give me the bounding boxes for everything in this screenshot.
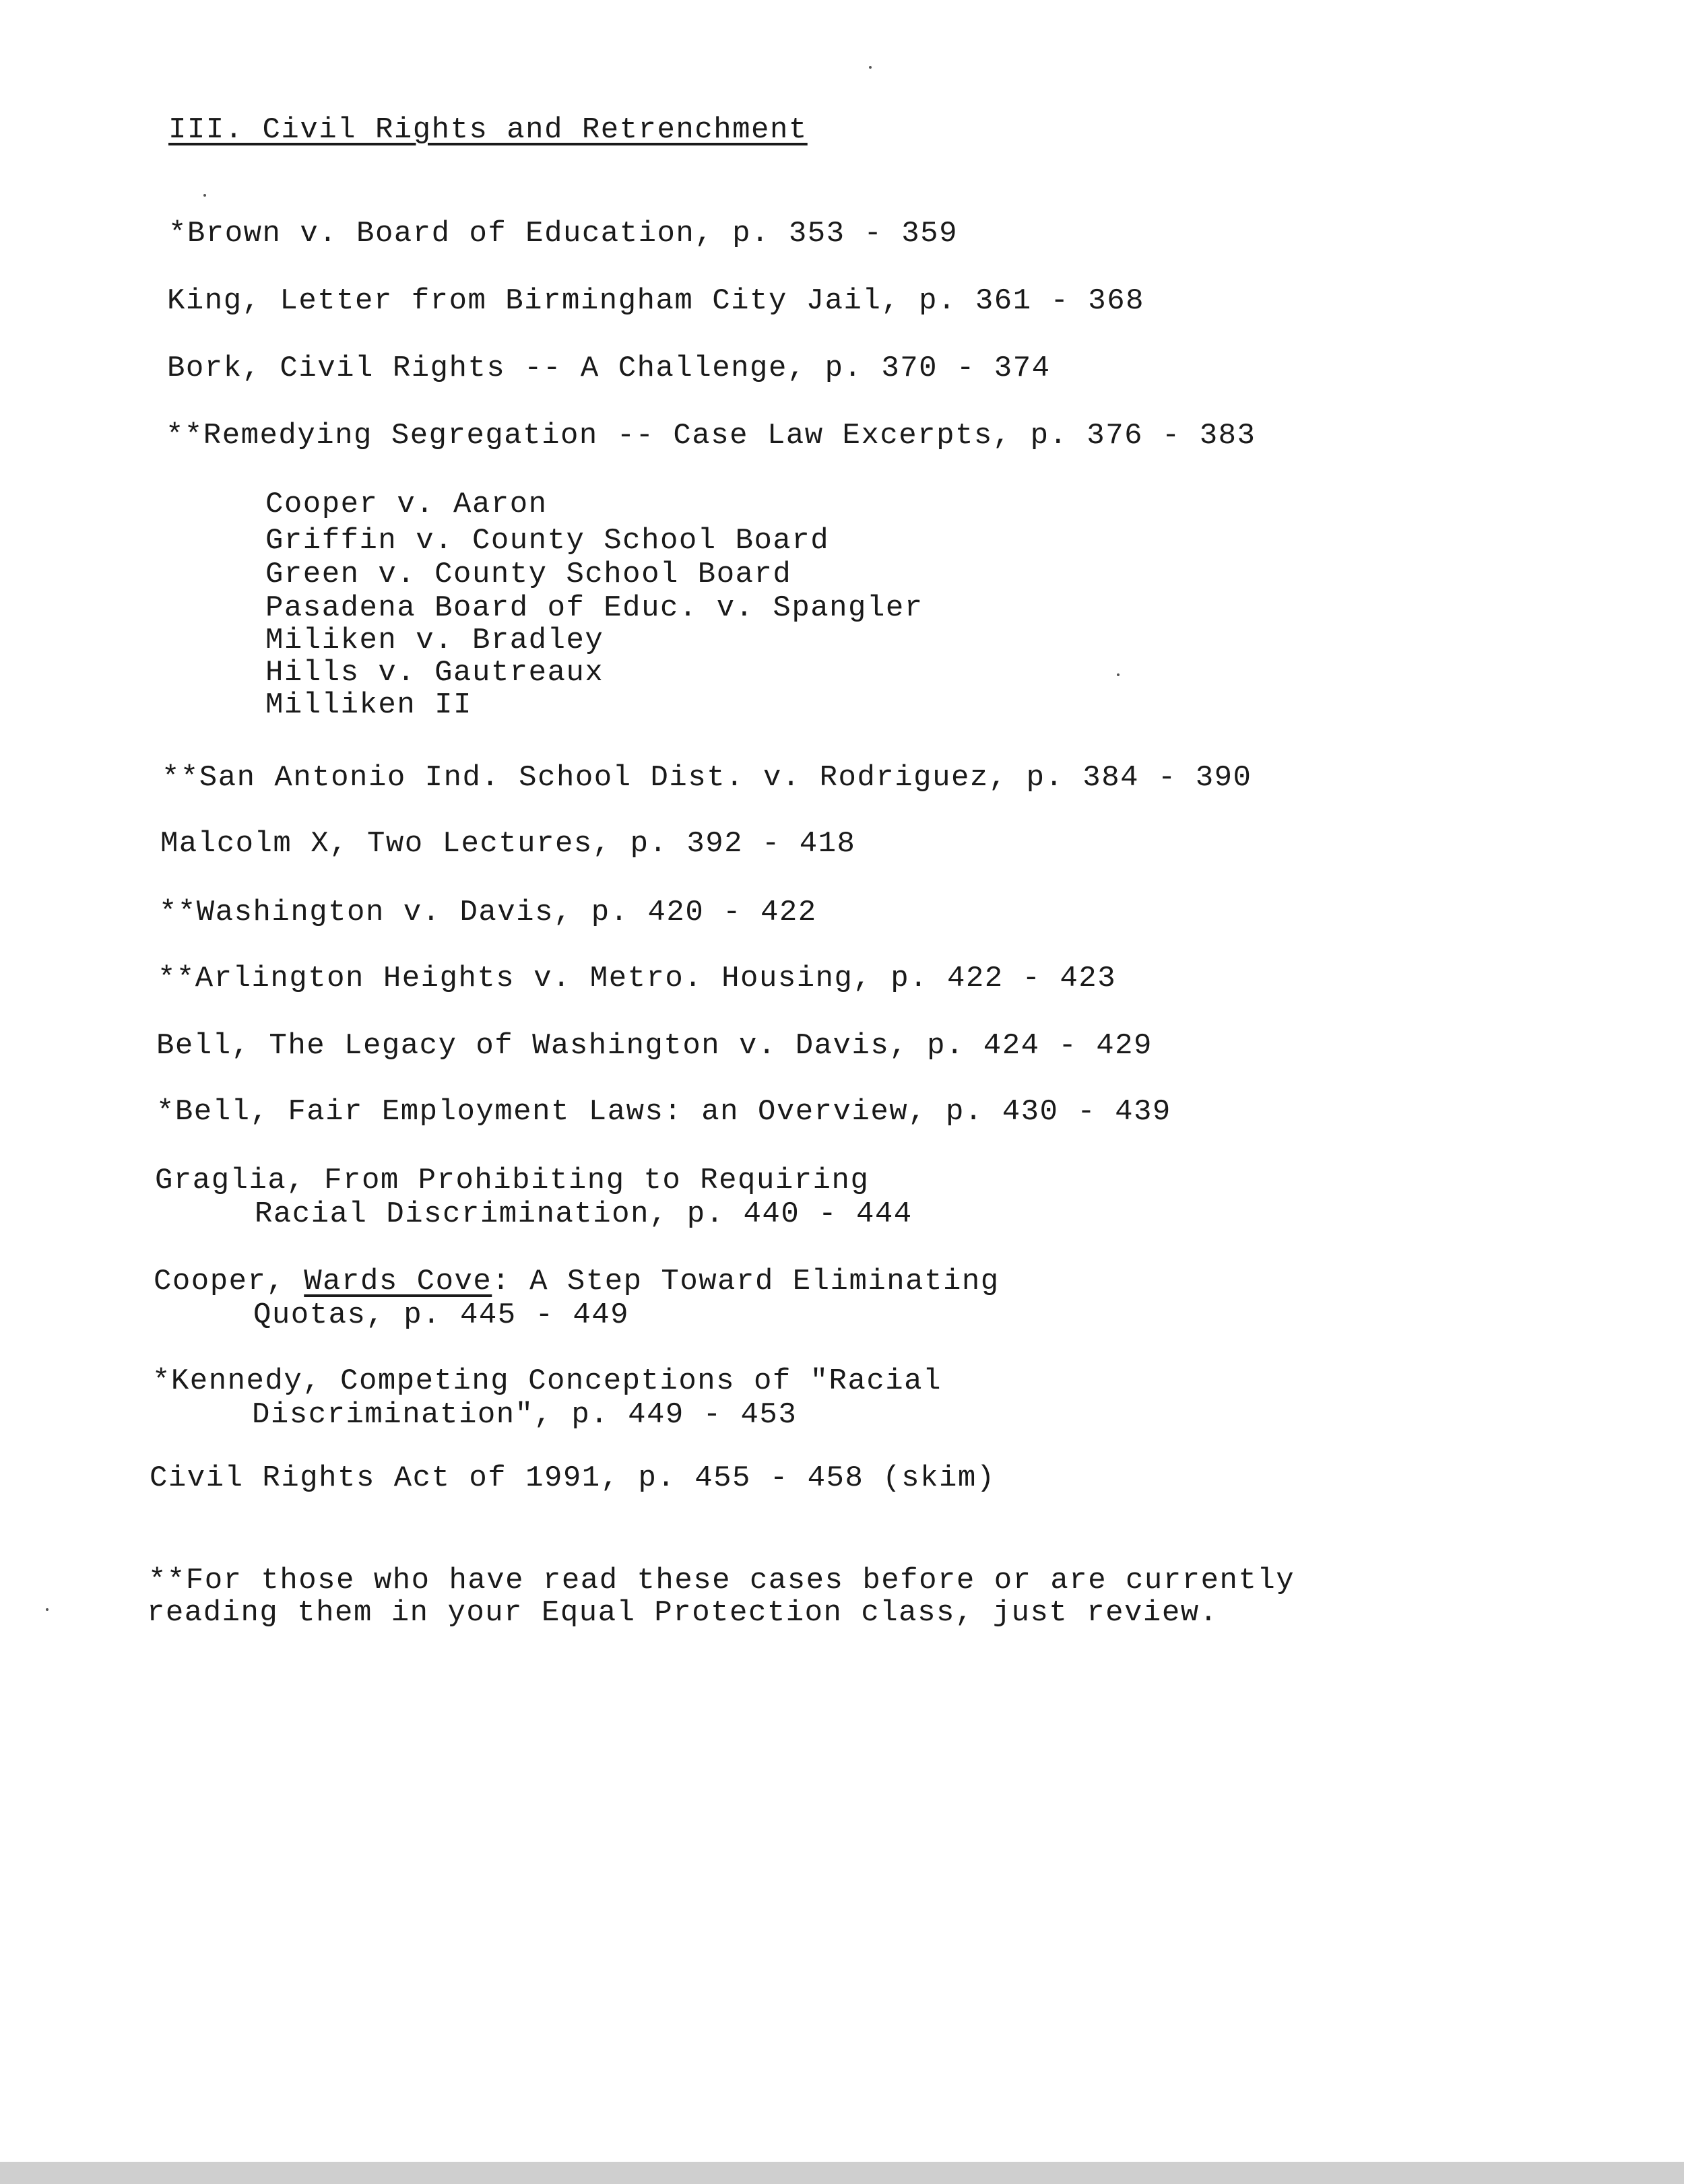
reading-entry-civil-rights-act: Civil Rights Act of 1991, p. 455 - 458 (skim) (150, 1461, 996, 1495)
wards-cove-title: Wards Cove (304, 1265, 492, 1298)
reading-entry-cooper-line2: Quotas, p. 445 - 449 (253, 1298, 630, 1332)
reading-entry-graglia-line1: Graglia, From Prohibiting to Requiring (155, 1164, 870, 1197)
reading-entry-graglia-line2: Racial Discrimination, p. 440 - 444 (255, 1197, 913, 1231)
reading-entry-cooper-line1 (154, 1265, 1000, 1298)
reading-entry-san-antonio: **San Antonio Ind. School Dist. v. Rodriguez, p. 384 - 390 (162, 761, 1252, 795)
reading-entry-arlington-heights: **Arlington Heights v. Metro. Housing, p. 422 - 423 (158, 962, 1117, 995)
reading-entry-remedying-segregation: **Remedying Segregation -- Case Law Excerpts, p. 376 - 383 (166, 419, 1256, 453)
reading-entry-bell-legacy: Bell, The Legacy of Washington v. Davis, p. 424 - 429 (156, 1029, 1153, 1063)
scan-bottom-edge (0, 2162, 1684, 2184)
scan-speck (1117, 673, 1120, 676)
reading-entry-bork: Bork, Civil Rights -- A Challenge, p. 370 - 374 (167, 352, 1051, 385)
sub-case-item: Green v. County School Board (265, 558, 792, 591)
reading-entry-brown: *Brown v. Board of Education, p. 353 - 359 (168, 217, 958, 251)
sub-case-item: Milliken II (265, 688, 472, 722)
reading-entry-kennedy-line2: Discrimination", p. 449 - 453 (252, 1398, 798, 1432)
reading-entry-washington-davis: **Washington v. Davis, p. 420 - 422 (159, 896, 817, 929)
reading-entry-malcolm-x: Malcolm X, Two Lectures, p. 392 - 418 (160, 827, 856, 861)
sub-case-item: Hills v. Gautreaux (265, 656, 604, 690)
sub-case-item: Miliken v. Bradley (265, 624, 604, 657)
scan-speck (203, 194, 206, 197)
footnote-line2: reading them in your Equal Protection class, just review. (147, 1596, 1219, 1630)
scan-speck (869, 66, 872, 69)
reading-entry-bell-fair-employment: *Bell, Fair Employment Laws: an Overview, p. 430 - 439 (156, 1095, 1171, 1129)
scan-speck (46, 1608, 48, 1611)
sub-case-item: Cooper v. Aaron (265, 488, 548, 521)
cooper-title-rest: : A Step Toward Eliminating (492, 1265, 1000, 1298)
reading-entry-kennedy-line1: *Kennedy, Competing Conceptions of "Racial (152, 1364, 942, 1398)
reading-entry-king: King, Letter from Birmingham City Jail, p. 361 - 368 (167, 284, 1145, 318)
footnote-line1: **For those who have read these cases before or are currently (148, 1564, 1295, 1597)
sub-case-item: Pasadena Board of Educ. v. Spangler (265, 591, 924, 625)
sub-case-item: Griffin v. County School Board (265, 524, 830, 558)
section-heading: III. Civil Rights and Retrenchment (168, 113, 808, 147)
cooper-author: Cooper, (154, 1265, 304, 1298)
